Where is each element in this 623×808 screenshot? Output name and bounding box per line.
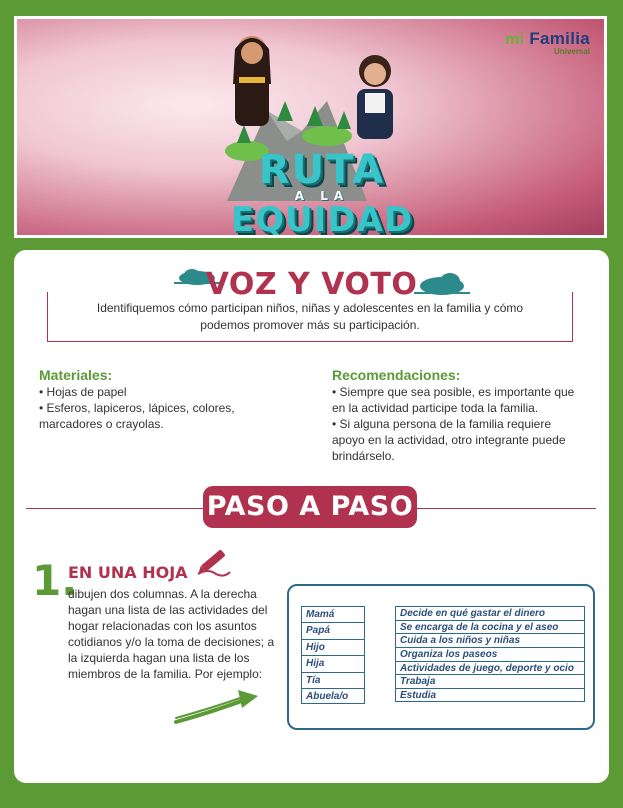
person-girl-illustration [335,49,415,159]
divider-left [26,508,206,509]
materiales-column [39,367,269,432]
content-card [14,250,609,783]
member-cell: Abuela/o [301,688,365,704]
logo-prefix: mi [505,31,525,48]
step-title: EN UNA HOJA [68,563,188,582]
person-woman-illustration [207,29,297,159]
hero-banner [14,16,607,238]
intro-box [47,292,573,342]
banner-title-line2: A LA [294,189,350,203]
task-cell: Organiza los paseos [395,647,585,661]
example-box [287,584,595,730]
member-cell: Hijo [301,639,365,655]
paso-a-paso-badge: PASO A PASO [203,486,417,528]
logo-brand: Familia [529,29,590,48]
divider-right [414,508,596,509]
task-cell: Decide en qué gastar el dinero [395,606,585,620]
materiales-item: • Esferos, lapiceros, lápices, colores, marcadores o crayolas. [39,401,235,431]
materiales-item: • Hojas de papel [39,385,127,399]
arrow-icon [172,688,262,728]
materiales-heading: Materiales: [39,367,113,383]
member-cell: Mamá [301,606,365,622]
recomendaciones-column [332,367,582,464]
recomendaciones-heading: Recomendaciones: [332,367,461,383]
task-cell: Estudia [395,688,585,702]
banner-title-line3: EQUIDAD [230,200,414,238]
member-cell: Tía [301,672,365,688]
task-cell: Trabaja [395,674,585,688]
banner-title-line1: RUTA [258,147,386,193]
task-cell: Actividades de juego, deporte y ocio [395,661,585,675]
tasks-column [395,606,585,702]
section-title: VOZ Y VOTO [205,267,418,302]
recomendaciones-item: • Si alguna persona de la familia requiere apoyo en la actividad, otro integrante puede brindárselo. [332,417,566,463]
member-cell: Hija [301,655,365,671]
step-text: dibujen dos columnas. A la derecha hagan una lista de las actividades del hogar relacionadas con los asuntos cotidianos y/o la toma de decisiones; a la izquierda hagan una lista de los miembros de la familia. Por ejemplo: [68,587,275,681]
intro-text: Identifiquemos cómo participan niños, niñas y adolescentes en la familia y cómo podemos promover más su participación. [96,300,524,332]
mi-familia-logo [505,29,590,56]
recomendaciones-item: • Siempre que sea posible, es importante que en la actividad participe toda la familia. [332,385,575,415]
step-number: 1. [32,556,78,605]
logo-sub: Universal [553,47,590,56]
members-column [301,606,365,704]
task-cell: Cuida a los niños y niñas [395,633,585,647]
pencil-icon [194,540,234,580]
task-cell: Se encarga de la cocina y el aseo [395,620,585,634]
member-cell: Papá [301,622,365,638]
banner-title [217,147,427,238]
